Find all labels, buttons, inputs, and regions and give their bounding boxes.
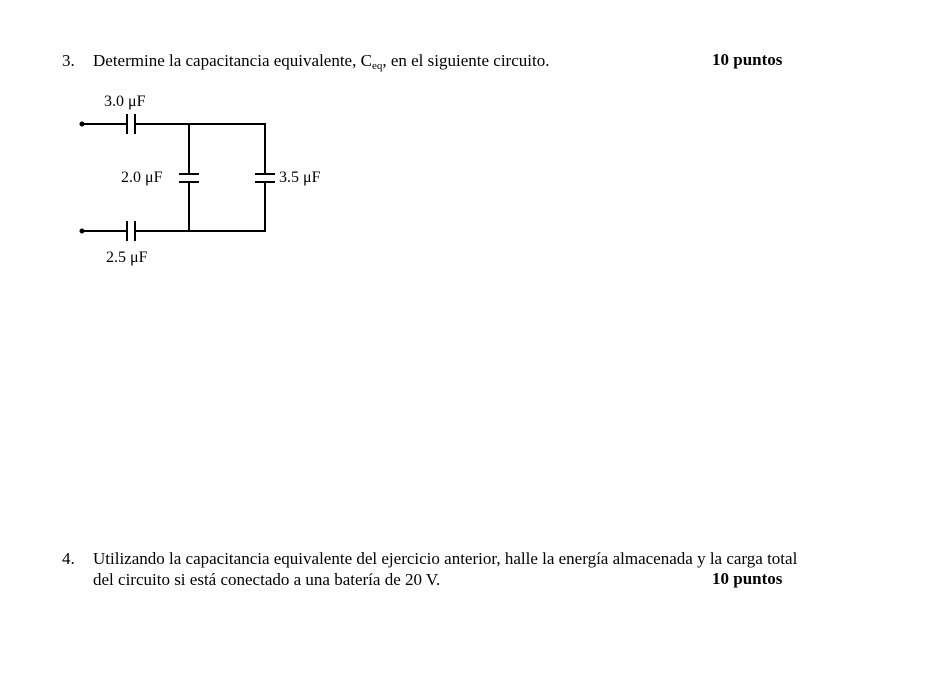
c4-label: 2.5 μF: [106, 249, 148, 266]
bottom-terminal: [80, 229, 85, 234]
question-4-line-1: Utilizando la capacitancia equivalente del ejercicio anterior, halle la energía almacenada y la carga total: [93, 549, 798, 568]
question-3-text-before: Determine la capacitancia equivalente, C: [93, 51, 372, 70]
top-terminal: [80, 122, 85, 127]
question-4-points: 10 puntos: [712, 569, 783, 588]
question-3-points: 10 puntos: [712, 50, 783, 69]
c2-label: 2.0 μF: [121, 169, 163, 186]
c1-label: 3.0 μF: [104, 93, 146, 110]
question-3-number: 3.: [62, 51, 75, 70]
question-4-line-2: del circuito si está conectado a una batería de 20 V.: [93, 570, 441, 589]
c3-label: 3.5 μF: [279, 169, 321, 186]
ceq-subscript: eq: [371, 60, 383, 72]
question-4-number: 4.: [62, 549, 75, 568]
question-3-text-after: , en el siguiente circuito.: [382, 51, 550, 70]
